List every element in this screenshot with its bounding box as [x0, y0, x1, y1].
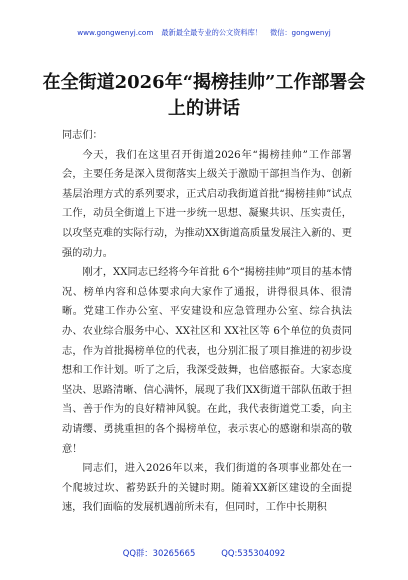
paragraph-3: 同志们，进入2026年以来，我们街道的各项事业都处在一个爬坡过坎、蓄势跃升的关键时期。随着XX新区建设的全面提速，我们面临的发展机遇前所未有，但同时，工作中长期积	[62, 463, 352, 514]
paragraph-1: 今天，我们在这里召开街道2026年“揭榜挂帅”工作部署会，主要任务是深入贯彻落实上级关于激励干部担当作为、创新基层治理方式的系列要求，正式启动我街道首批“揭榜挂帅”试点工作，动员全街道上下进一步统一思想、凝聚共识、压实责任，以攻坚克难的实际行动，为推动XX街道高质量发展注入新的、更强的动力。	[62, 149, 352, 259]
paragraph-2: 刚才，XX同志已经将今年首批 6个“揭榜挂帅”项目的基本情况、榜单内容和总体要求向大家作了通报，讲得很具体、很清晰。党建工作办公室、平安建设和应急管理办公室、综合执法办、农业综合服务中心、XX社区和 XX社区等 6个单位的负责同志，作为首批揭榜单位的代表，也分别汇报了项目推进的初步设想和工作计划。听了之后，我深受鼓舞，也倍感振奋。大家态度坚决、思路清晰、信心满怀，展现了我们XX街道干部队伍敢于担当、善于作为的良好精神风貌。在此，我代表街道党工委，向主动请缨、勇挑重担的各个揭榜单位，表示衷心的感谢和崇高的敬意！	[62, 267, 352, 455]
header-banner	[0, 28, 408, 38]
header-site[interactable]: www.gongwenyj.com	[77, 28, 154, 37]
document-title: 在全街道2026年“揭榜挂帅”工作部署会上的讲话	[42, 72, 366, 119]
footer-qq: QQ:535304092	[221, 548, 286, 558]
footer-qq-group: QQ群：30265665	[122, 548, 196, 558]
footer-banner	[0, 547, 408, 559]
header-wechat: 微信：gongwenyj	[269, 28, 331, 37]
header-slogan: 最新最全最专业的公文资料库！	[161, 28, 262, 37]
salutation: 同志们：	[62, 130, 103, 141]
document-body	[62, 126, 352, 518]
